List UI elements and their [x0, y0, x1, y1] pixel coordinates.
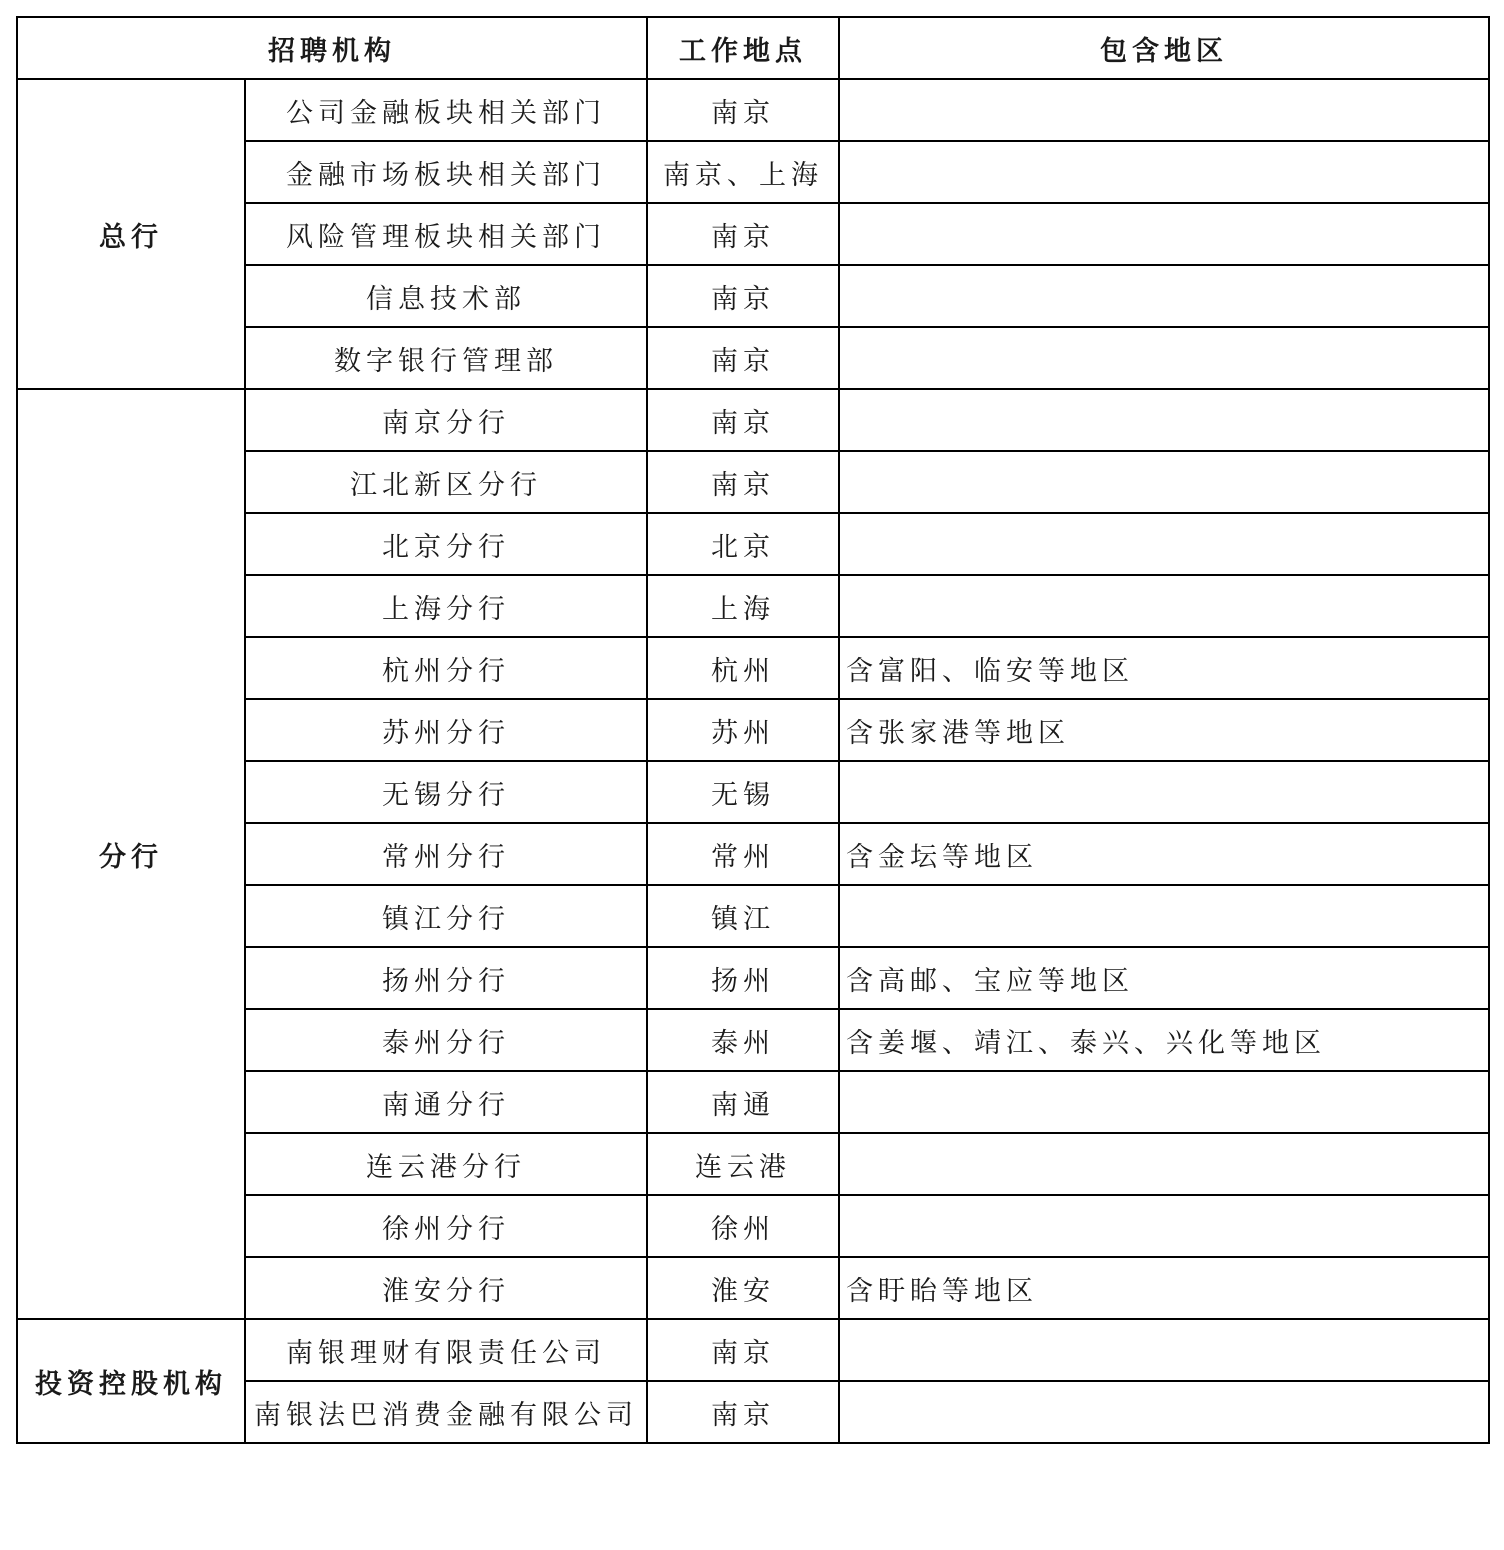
recruitment-table: [16, 16, 1490, 1444]
institution-cell: 上海分行: [245, 575, 647, 637]
region-cell: [839, 885, 1489, 947]
institution-cell: 镇江分行: [245, 885, 647, 947]
institution-cell: 信息技术部: [245, 265, 647, 327]
location-cell: 南京: [647, 327, 839, 389]
institution-cell: 南银理财有限责任公司: [245, 1319, 647, 1381]
region-cell: 含富阳、临安等地区: [839, 637, 1489, 699]
location-cell: 苏州: [647, 699, 839, 761]
location-cell: 南京、上海: [647, 141, 839, 203]
location-cell: 南京: [647, 1381, 839, 1443]
location-cell: 杭州: [647, 637, 839, 699]
location-cell: 扬州: [647, 947, 839, 1009]
location-cell: 南京: [647, 389, 839, 451]
region-cell: 含张家港等地区: [839, 699, 1489, 761]
region-cell: [839, 513, 1489, 575]
location-cell: 南京: [647, 1319, 839, 1381]
table-row: [17, 1319, 1489, 1381]
header-institution: 招聘机构: [17, 17, 647, 79]
institution-cell: 常州分行: [245, 823, 647, 885]
header-location: 工作地点: [647, 17, 839, 79]
institution-cell: 江北新区分行: [245, 451, 647, 513]
region-cell: 含金坛等地区: [839, 823, 1489, 885]
region-cell: [839, 1195, 1489, 1257]
institution-cell: 金融市场板块相关部门: [245, 141, 647, 203]
institution-cell: 无锡分行: [245, 761, 647, 823]
region-cell: 含姜堰、靖江、泰兴、兴化等地区: [839, 1009, 1489, 1071]
region-cell: [839, 575, 1489, 637]
region-cell: 含盱眙等地区: [839, 1257, 1489, 1319]
table-row: [17, 389, 1489, 451]
institution-cell: 扬州分行: [245, 947, 647, 1009]
institution-cell: 公司金融板块相关部门: [245, 79, 647, 141]
institution-cell: 连云港分行: [245, 1133, 647, 1195]
group-name-cell: 总行: [17, 79, 245, 389]
institution-cell: 北京分行: [245, 513, 647, 575]
header-region: 包含地区: [839, 17, 1489, 79]
region-cell: [839, 79, 1489, 141]
region-cell: [839, 141, 1489, 203]
location-cell: 南京: [647, 265, 839, 327]
location-cell: 无锡: [647, 761, 839, 823]
location-cell: 连云港: [647, 1133, 839, 1195]
location-cell: 南京: [647, 79, 839, 141]
institution-cell: 风险管理板块相关部门: [245, 203, 647, 265]
region-cell: [839, 389, 1489, 451]
region-cell: [839, 203, 1489, 265]
location-cell: 南京: [647, 451, 839, 513]
location-cell: 南京: [647, 203, 839, 265]
location-cell: 泰州: [647, 1009, 839, 1071]
institution-cell: 杭州分行: [245, 637, 647, 699]
institution-cell: 数字银行管理部: [245, 327, 647, 389]
region-cell: 含高邮、宝应等地区: [839, 947, 1489, 1009]
institution-cell: 苏州分行: [245, 699, 647, 761]
location-cell: 常州: [647, 823, 839, 885]
location-cell: 南通: [647, 1071, 839, 1133]
region-cell: [839, 761, 1489, 823]
location-cell: 镇江: [647, 885, 839, 947]
region-cell: [839, 451, 1489, 513]
table-row: [17, 79, 1489, 141]
region-cell: [839, 1133, 1489, 1195]
group-name-cell: 分行: [17, 389, 245, 1319]
region-cell: [839, 1071, 1489, 1133]
table-body: [17, 79, 1489, 1443]
region-cell: [839, 1319, 1489, 1381]
location-cell: 上海: [647, 575, 839, 637]
region-cell: [839, 265, 1489, 327]
institution-cell: 南通分行: [245, 1071, 647, 1133]
institution-cell: 淮安分行: [245, 1257, 647, 1319]
institution-cell: 泰州分行: [245, 1009, 647, 1071]
location-cell: 北京: [647, 513, 839, 575]
location-cell: 徐州: [647, 1195, 839, 1257]
location-cell: 淮安: [647, 1257, 839, 1319]
institution-cell: 徐州分行: [245, 1195, 647, 1257]
region-cell: [839, 327, 1489, 389]
region-cell: [839, 1381, 1489, 1443]
header-row: [17, 17, 1489, 79]
group-name-cell: 投资控股机构: [17, 1319, 245, 1443]
institution-cell: 南银法巴消费金融有限公司: [245, 1381, 647, 1443]
institution-cell: 南京分行: [245, 389, 647, 451]
